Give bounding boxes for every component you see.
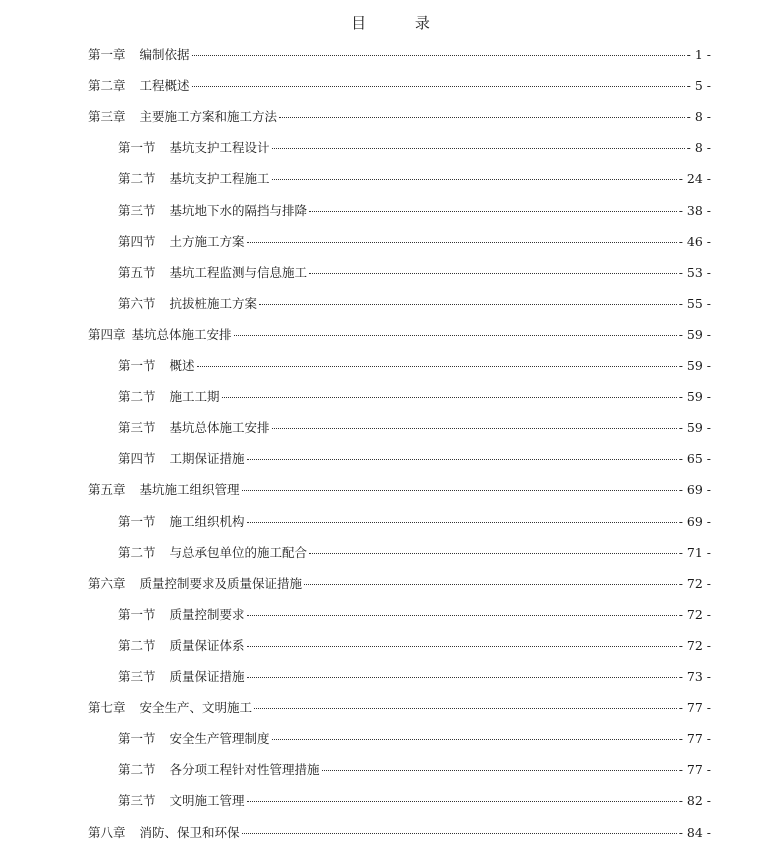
toc-page-number: - 73 - — [678, 669, 711, 684]
toc-entry-number: 第三节 — [118, 202, 156, 218]
toc-entry-title: 基坑地下水的隔挡与排降 — [169, 202, 308, 218]
toc-entry-number: 第三节 — [118, 669, 156, 684]
toc-dot-leader — [322, 770, 677, 771]
toc-entry-number: 第一节 — [118, 731, 156, 747]
toc-dot-leader — [309, 553, 677, 554]
toc-page-number: - 69 - — [678, 513, 711, 529]
toc-page-number: - 59 - — [678, 389, 711, 405]
toc-entry-title: 基坑总体施工安排 — [131, 326, 232, 342]
toc-entry-title: 工程概述 — [139, 78, 190, 94]
toc-section-entry[interactable] — [118, 449, 711, 469]
toc-section-entry[interactable] — [118, 263, 711, 283]
toc-chapter-entry[interactable] — [88, 107, 711, 127]
toc-section-entry[interactable] — [118, 387, 711, 407]
toc-page-number: - 69 - — [678, 482, 711, 498]
toc-entry-number: 第一节 — [118, 513, 156, 529]
toc-entry-number: 第五章 — [88, 482, 126, 498]
toc-entry-title: 基坑总体施工安排 — [169, 420, 270, 436]
toc-page-number: - 24 - — [678, 171, 711, 187]
toc-title: 目 录 — [351, 14, 452, 32]
toc-entry-title: 安全生产、文明施工 — [139, 700, 253, 716]
toc-section-entry[interactable] — [118, 760, 711, 780]
toc-page-number: - 72 - — [678, 637, 711, 653]
toc-chapter-entry[interactable] — [88, 823, 711, 843]
toc-chapter-entry[interactable] — [88, 574, 711, 594]
toc-entry-title: 基坑支护工程设计 — [169, 140, 270, 156]
toc-entry-title: 质量保证体系 — [169, 637, 245, 653]
toc-dot-leader — [254, 708, 677, 709]
toc-section-entry[interactable] — [118, 201, 711, 221]
toc-entry-number: 第二章 — [88, 78, 126, 94]
toc-chapter-entry[interactable] — [88, 480, 711, 500]
toc-entry-number: 第一节 — [118, 358, 156, 373]
toc-chapter-entry[interactable] — [88, 325, 711, 345]
toc-entry-number: 第四节 — [118, 233, 156, 249]
toc-entry-title: 概述 — [169, 358, 195, 373]
toc-dot-leader — [247, 615, 677, 616]
toc-entry-title: 安全生产管理制度 — [169, 731, 270, 747]
toc-entry-title: 工期保证措施 — [169, 451, 245, 467]
toc-entry-number: 第一章 — [88, 47, 126, 62]
toc-dot-leader — [247, 242, 677, 243]
toc-section-entry[interactable] — [118, 138, 711, 158]
toc-dot-leader — [197, 366, 677, 367]
toc-entry-title: 质量控制要求 — [169, 606, 245, 622]
toc-entry-number: 第三章 — [88, 109, 126, 125]
toc-chapter-entry[interactable] — [88, 698, 711, 718]
toc-entry-title: 与总承包单位的施工配合 — [169, 544, 308, 560]
toc-entry-number: 第二节 — [118, 389, 156, 405]
toc-dot-leader — [222, 397, 677, 398]
toc-dot-leader — [279, 117, 685, 118]
toc-page-number: - 38 - — [678, 202, 711, 218]
toc-entry-title: 基坑工程监测与信息施工 — [169, 264, 308, 280]
toc-entry-number: 第三节 — [118, 793, 156, 809]
toc-entry-number: 第二节 — [118, 544, 156, 560]
toc-entry-title: 文明施工管理 — [169, 793, 245, 809]
toc-page-number: - 59 - — [678, 358, 711, 373]
toc-page-number: - 8 - — [686, 140, 711, 156]
toc-entry-title: 基坑支护工程施工 — [169, 171, 270, 187]
toc-section-entry[interactable] — [118, 543, 711, 563]
toc-section-entry[interactable] — [118, 418, 711, 438]
toc-entry-number: 第四节 — [118, 451, 156, 467]
toc-page-number: - 77 - — [678, 731, 711, 747]
toc-dot-leader — [272, 739, 677, 740]
toc-page-number: - 59 - — [678, 420, 711, 436]
toc-chapter-entry[interactable] — [88, 45, 711, 65]
toc-section-entry[interactable] — [118, 605, 711, 625]
toc-entry-title: 质量保证措施 — [169, 669, 245, 684]
toc-page-number: - 1 - — [686, 47, 711, 62]
toc-page-number: - 46 - — [678, 233, 711, 249]
toc-page-number: - 84 - — [678, 824, 711, 840]
toc-section-entry[interactable] — [118, 356, 711, 376]
toc-section-entry[interactable] — [118, 667, 711, 687]
toc-section-entry[interactable] — [118, 232, 711, 252]
toc-page-number: - 55 - — [678, 295, 711, 311]
toc-section-entry[interactable] — [118, 636, 711, 656]
toc-entry-title: 消防、保卫和环保 — [139, 824, 240, 840]
toc-entry-title: 主要施工方案和施工方法 — [139, 109, 278, 125]
toc-dot-leader — [272, 179, 677, 180]
toc-entry-title: 质量控制要求及质量保证措施 — [139, 575, 303, 591]
toc-section-entry[interactable] — [118, 512, 711, 532]
toc-section-entry[interactable] — [118, 169, 711, 189]
toc-page-number: - 59 - — [678, 326, 711, 342]
toc-section-entry[interactable] — [118, 294, 711, 314]
toc-entry-number: 第五节 — [118, 264, 156, 280]
toc-dot-leader — [242, 490, 677, 491]
toc-entry-number: 第八章 — [88, 824, 126, 840]
toc-dot-leader — [192, 86, 685, 87]
toc-entry-number: 第四章 — [88, 326, 126, 342]
toc-entry-number: 第一节 — [118, 606, 156, 622]
toc-entry-number: 第二节 — [118, 637, 156, 653]
toc-entry-title: 基坑施工组织管理 — [139, 482, 240, 498]
toc-entry-number: 第二节 — [118, 171, 156, 187]
toc-section-entry[interactable] — [118, 791, 711, 811]
toc-dot-leader — [242, 833, 677, 834]
toc-dot-leader — [259, 304, 677, 305]
toc-entry-title: 土方施工方案 — [169, 233, 245, 249]
toc-entry-title: 抗拔桩施工方案 — [169, 295, 258, 311]
toc-chapter-entry[interactable] — [88, 76, 711, 96]
toc-dot-leader — [247, 677, 677, 678]
toc-page-number: - 77 - — [678, 762, 711, 778]
toc-entry-title: 各分项工程针对性管理措施 — [169, 762, 320, 778]
toc-entry-number: 第三节 — [118, 420, 156, 436]
toc-page-number: - 5 - — [686, 78, 711, 94]
toc-entry-number: 第一节 — [118, 140, 156, 156]
toc-page-number: - 77 - — [678, 700, 711, 716]
toc-entry-number: 第七章 — [88, 700, 126, 716]
toc-dot-leader — [192, 55, 685, 56]
toc-dot-leader — [247, 459, 677, 460]
toc-dot-leader — [247, 801, 677, 802]
toc-page-number: - 72 - — [678, 575, 711, 591]
toc-page-number: - 71 - — [678, 544, 711, 560]
toc-entry-title: 编制依据 — [139, 47, 190, 62]
toc-dot-leader — [304, 584, 677, 585]
toc-entry-title: 施工组织机构 — [169, 513, 245, 529]
toc-entry-title: 施工工期 — [169, 389, 220, 405]
toc-page-number: - 72 - — [678, 606, 711, 622]
toc-dot-leader — [247, 522, 677, 523]
toc-entry-number: 第六节 — [118, 295, 156, 311]
toc-page-number: - 82 - — [678, 793, 711, 809]
toc-dot-leader — [309, 273, 677, 274]
toc-entry-number: 第六章 — [88, 575, 126, 591]
toc-dot-leader — [272, 148, 685, 149]
toc-entry-number: 第二节 — [118, 762, 156, 778]
toc-dot-leader — [234, 335, 677, 336]
toc-dot-leader — [247, 646, 677, 647]
toc-page-number: - 8 - — [686, 109, 711, 125]
toc-page-number: - 65 - — [678, 451, 711, 467]
toc-section-entry[interactable] — [118, 729, 711, 749]
toc-dot-leader — [309, 211, 677, 212]
toc-dot-leader — [272, 428, 677, 429]
toc-page-number: - 53 - — [678, 264, 711, 280]
